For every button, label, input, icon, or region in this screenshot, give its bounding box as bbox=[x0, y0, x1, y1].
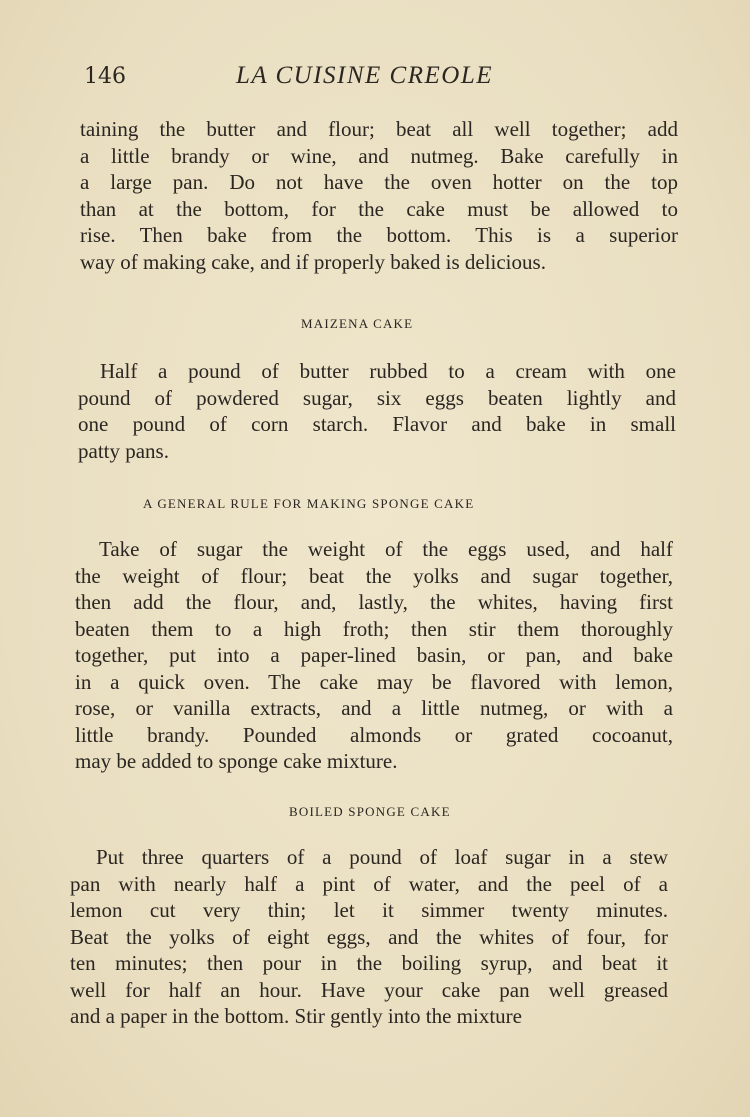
text-line: way of making cake, and if properly baked is delicious. bbox=[80, 249, 546, 274]
text-line: and a paper in the bottom. Stir gently into the mixture bbox=[70, 1004, 522, 1028]
paragraph-general-rule bbox=[75, 536, 673, 775]
text-line: rose, or vanilla extracts, and a little nutmeg, or with a bbox=[75, 696, 673, 720]
paragraph-maizena-cake bbox=[78, 358, 676, 464]
heading-general-rule-sponge-cake: A GENERAL RULE FOR MAKING SPONGE CAKE bbox=[143, 496, 475, 511]
text-line: a little brandy or wine, and nutmeg. Bake carefully in bbox=[80, 143, 678, 168]
text-line: rise. Then bake from the bottom. This is a superior bbox=[80, 223, 678, 247]
text-line: Beat the yolks of eight eggs, and the whites of four, for bbox=[70, 924, 668, 949]
paragraph-boiled-sponge-cake bbox=[70, 844, 668, 1030]
paragraph-continued bbox=[80, 116, 678, 275]
text-line: a large pan. Do not have the oven hotter on the top bbox=[80, 170, 678, 194]
text-line: in a quick oven. The cake may be flavored with lemon, bbox=[75, 669, 673, 694]
text-line: may be added to sponge cake mixture. bbox=[75, 749, 398, 773]
running-title: LA CUISINE CREOLE bbox=[236, 62, 493, 89]
text-line: lemon cut very thin; let it simmer twenty minutes. bbox=[70, 898, 668, 922]
text-line: patty pans. bbox=[78, 438, 169, 463]
text-line: little brandy. Pounded almonds or grated cocoanut, bbox=[75, 722, 673, 747]
text-line: ten minutes; then pour in the boiling syrup, and beat it bbox=[70, 951, 668, 975]
text-line: Take of sugar the weight of the eggs used, and half bbox=[99, 537, 673, 561]
heading-maizena-cake: MAIZENA CAKE bbox=[301, 316, 414, 331]
text-line: Half a pound of butter rubbed to a cream with one bbox=[100, 359, 676, 383]
text-line: beaten them to a high froth; then stir them thoroughly bbox=[75, 616, 673, 641]
text-line: then add the flour, and, lastly, the whites, having first bbox=[75, 590, 673, 614]
text-line: together, put into a paper-lined basin, or pan, and bake bbox=[75, 643, 673, 667]
page-number: 146 bbox=[84, 64, 126, 89]
text-line: taining the butter and flour; beat all well together; add bbox=[80, 117, 678, 141]
text-line: one pound of corn starch. Flavor and bake in small bbox=[78, 412, 676, 436]
text-line: pound of powdered sugar, six eggs beaten lightly and bbox=[78, 385, 676, 410]
text-line: pan with nearly half a pint of water, and the peel of a bbox=[70, 871, 668, 896]
heading-boiled-sponge-cake: BOILED SPONGE CAKE bbox=[289, 804, 451, 819]
text-line: well for half an hour. Have your cake pan well greased bbox=[70, 977, 668, 1002]
text-line: than at the bottom, for the cake must be allowed to bbox=[80, 196, 678, 221]
text-line: Put three quarters of a pound of loaf sugar in a stew bbox=[96, 845, 668, 869]
text-line: the weight of flour; beat the yolks and sugar together, bbox=[75, 563, 673, 588]
